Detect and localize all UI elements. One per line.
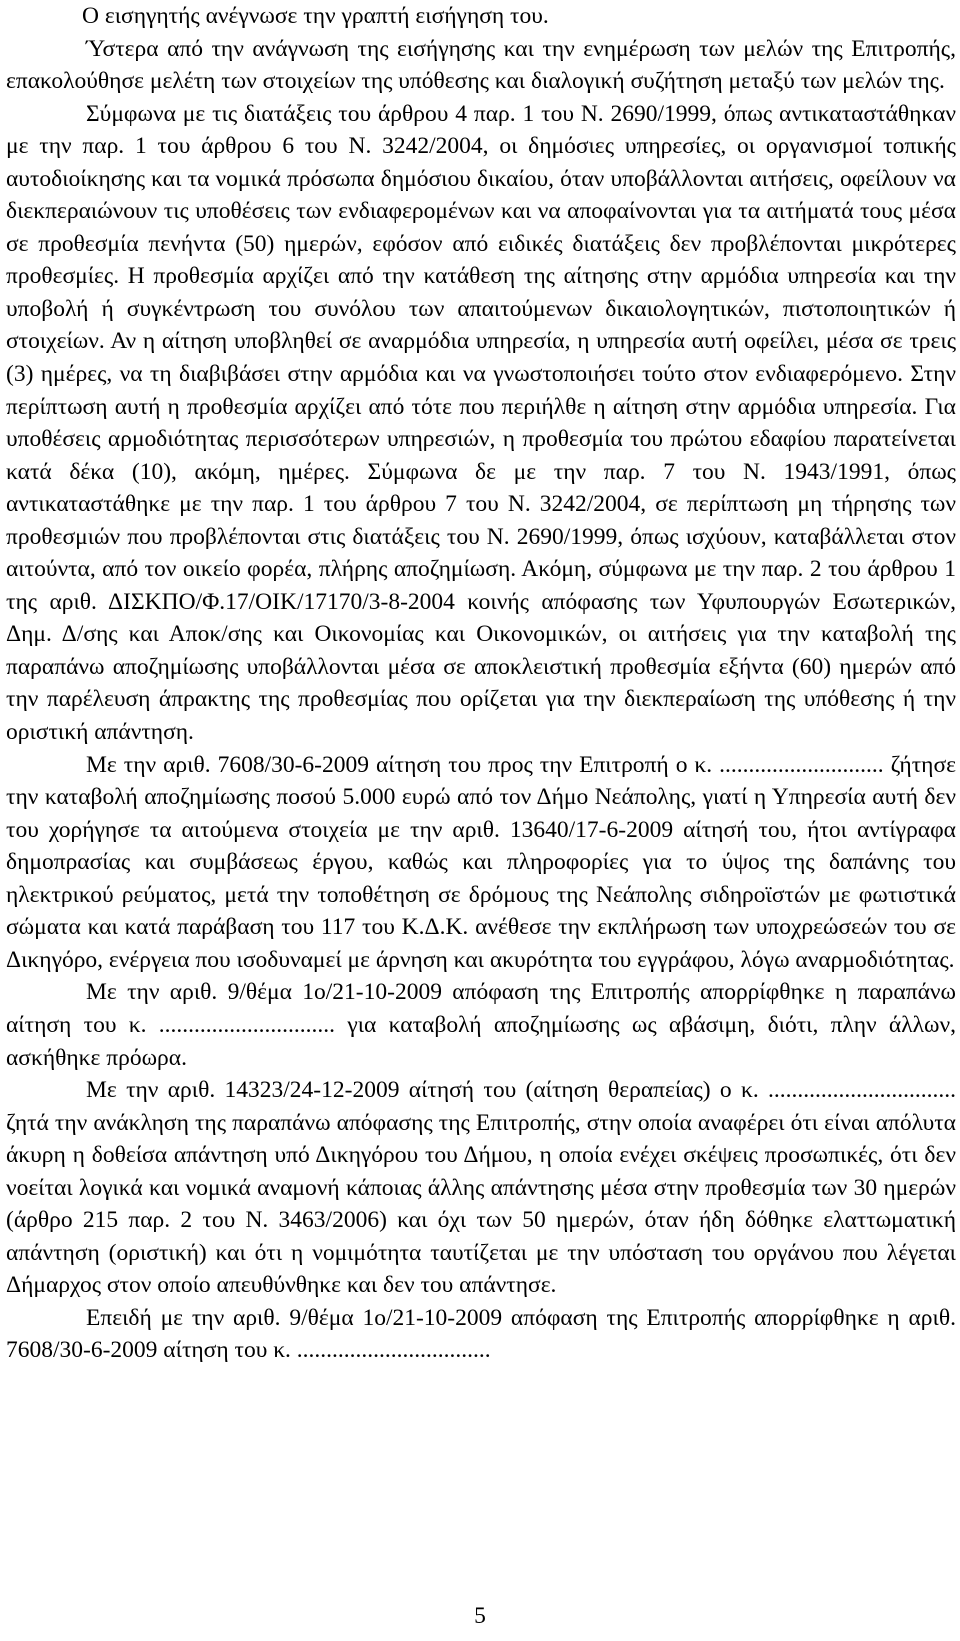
paragraph-discussion: Ύστερα από την ανάγνωση της εισήγησης και την ενημέρωση των μελών της Επιτροπής, επακολούθησε μελέτη των στοιχείων της υπόθεσης και διαλογική συζήτηση μεταξύ των μελών της. xyxy=(6,35,956,95)
paragraph-rejection: Με την αριθ. 9/θέμα 1ο/21-10-2009 απόφαση της Επιτροπής απορρίφθηκε η παραπάνω αίτηση του κ. .............................. για καταβολή αποζημίωσης ως αβάσιμη, διότι, πλην άλλων, ασκήθηκε πρόωρα. xyxy=(6,979,956,1071)
document-page xyxy=(6,0,956,1367)
paragraph-legal-provisions: Σύμφωνα με τις διατάξεις του άρθρου 4 παρ. 1 του Ν. 2690/1999, όπως αντικαταστάθηκαν με την παρ. 1 του άρθρου 6 του Ν. 3242/2004, οι δημόσιες υπηρεσίες, οι οργανισμοί τοπικής αυτοδιοίκησης και τα νομικά πρόσωπα δημόσιου δικαίου, όταν υποβάλλονται αιτήσεις, οφείλουν να διεκπεραιώνουν τις υποθέσεις των ενδιαφερομένων και να αποφαίνονται για τα αιτήματά τους μέσα σε προθεσμία πενήντα (50) ημερών, εφόσον από ειδικές διατάξεις δεν προβλέπονται μικρότερες προθεσμίες. Η προθεσμία αρχίζει από την κατάθεση της αίτησης στην αρμόδια υπηρεσία και την υποβολή ή συγκέντρωση του συνόλου των απαιτούμενων δικαιολογητικών, πιστοποιητικών ή στοιχείων. Αν η αίτηση υποβληθεί σε αναρμόδια υπηρεσία, η υπηρεσία αυτή οφείλει, μέσα σε τρεις (3) ημέρες, να τη διαβιβάσει στην αρμόδια και να γνωστοποιήσει τούτο στον ενδιαφερόμενο. Στην περίπτωση αυτή η προθεσμία αρχίζει από τότε που περιήλθε η αίτηση στην αρμόδια υπηρεσία. Για υποθέσεις αρμοδιότητας περισσότερων υπηρεσιών, η προθεσμία του πρώτου εδαφίου παρατείνεται κατά δέκα (10), ακόμη, ημέρες. Σύμφωνα δε με την παρ. 7 του Ν. 1943/1991, όπως αντικαταστάθηκε με την παρ. 1 του άρθρου 7 του Ν. 3242/2004, σε περίπτωση μη τήρησης των προθεσμιών που προβλέπονται στις διατάξεις του Ν. 2690/1999, όπως ισχύουν, καταβάλλεται στον αιτούντα, από τον οικείο φορέα, πλήρης αποζημίωση. Ακόμη, σύμφωνα με την παρ. 2 του άρθρου 1 της αριθ. ΔΙΣΚΠΟ/Φ.17/ΟΙΚ/17170/3-8-2004 κοινής απόφασης των Υφυπουργών Εσωτερικών, Δημ. Δ/σης και Αποκ/σης και Οικονομίας και Οικονομικών, οι αιτήσεις για την καταβολή της παραπάνω αποζημίωσης υποβάλλονται μέσα σε αποκλειστική προθεσμία εξήντα (60) ημερών από την παρέλευση άπρακτης της προθεσμίας που ορίζεται για την διεκπεραίωση της υπόθεσης ή την οριστική απάντηση. xyxy=(6,100,956,746)
paragraph-whereas: Επειδή με την αριθ. 9/θέμα 1ο/21-10-2009 απόφαση της Επιτροπής απορρίφθηκε η αριθ. 7608/30-6-2009 αίτηση του κ. ................................. xyxy=(6,1304,956,1364)
page-number: 5 xyxy=(474,1603,486,1629)
paragraph-application: Με την αριθ. 7608/30-6-2009 αίτηση του προς την Επιτροπή ο κ. ............................ ζήτησε την καταβολή αποζημίωσης ποσού 5.000 ευρώ από τον Δήμο Νεάπολης, γιατί η Υπηρεσία αυτή δεν του χορήγησε τα αιτούμενα στοιχεία με την αριθ. 13640/17-6-2009 αίτησή του, ήτοι αντίγραφα δημοπρασίας και συμβάσεως έργου, καθώς και πληροφορίες για το ύψος της δαπάνης του ηλεκτρικού ρεύματος, μετά την τοποθέτηση σε δρόμους της Νεάπολης σιδηροϊστών με φωτιστικά σώματα και κατά παράβαση του 117 του Κ.Δ.Κ. ανέθεσε την εκπλήρωση των υποχρεώσεών του σε Δικηγόρο, ενέργεια που ισοδυναμεί με άρνηση και ακυρότητα του εγγράφου, λόγω αναρμοδιότητας. xyxy=(6,751,956,973)
paragraph-reading: Ο εισηγητής ανέγνωσε την γραπτή εισήγηση του. xyxy=(82,3,549,29)
paragraph-remedy-request: Με την αριθ. 14323/24-12-2009 αίτησή του (αίτηση θεραπείας) ο κ. ................................ ζητά την ανάκληση της παραπάνω απόφασης της Επιτροπής, στην οποία αναφέρει ότι είναι απόλυτα άκυρη η δοθείσα απάντηση υπό Δικηγόρου του Δήμου, η οποία ενέχει σκέψεις προσωπικές, ότι δεν νοείται λογικά και νομικά αναμονή κάποιας άλλης απάντησης μέσα στην προθεσμία των 30 ημερών (άρθρο 215 παρ. 2 του Ν. 3463/2006) και όχι των 50 ημερών, όταν ήδη δόθηκε ελαττωματική απάντηση (οριστική) και ότι η νομιμότητα ταυτίζεται με την υπόσταση του οργάνου που λέγεται Δήμαρχος στον οποίο απευθύνθηκε και δεν του απάντησε. xyxy=(6,1077,956,1299)
